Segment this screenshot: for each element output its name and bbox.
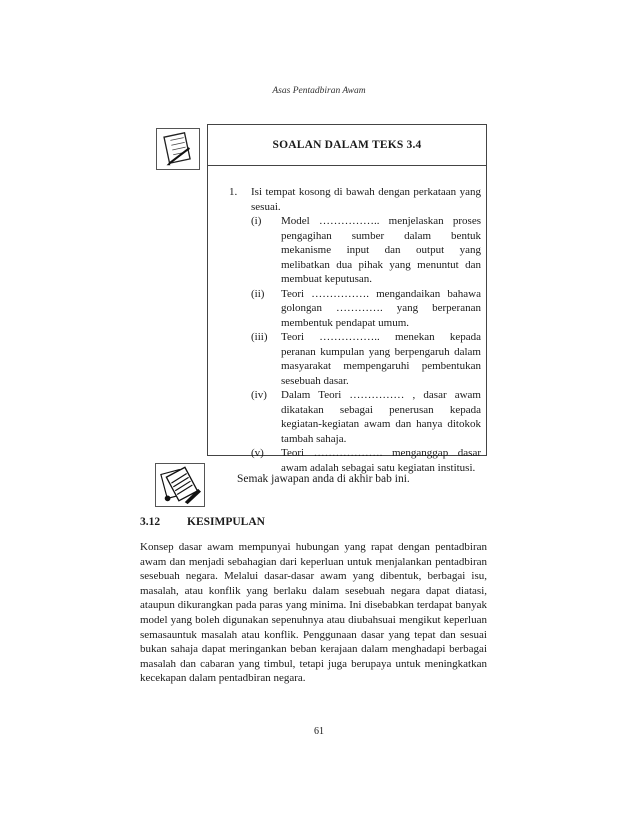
- sub-question-ii: [251, 287, 481, 331]
- notepad-pencil-icon: [156, 128, 200, 170]
- in-text-questions-box: [207, 124, 487, 474]
- running-header: Asas Pentadbiran Awam: [272, 86, 366, 96]
- page-number: 61: [314, 726, 324, 737]
- check-answer-note: Semak jawapan anda di akhir bab ini.: [237, 473, 410, 485]
- question-intro: Isi tempat kosong di bawah dengan perkataan yang sesuai.: [251, 186, 481, 213]
- section-number: 3.12: [140, 516, 161, 528]
- sub-question-text: Teori …………….. menekan kepada peranan kumpulan yang berpengaruh dalam masyarakat mempengaruhi pembentukan sesebuah dasar.: [281, 331, 481, 387]
- sub-question-iv: [251, 388, 481, 446]
- box-title: SOALAN DALAM TEKS 3.4: [208, 125, 486, 166]
- section-title: KESIMPULAN: [187, 516, 265, 528]
- sub-question-i: [251, 214, 481, 287]
- sub-question-iii: [251, 330, 481, 388]
- sub-question-text: Model …………….. menjelaskan proses pengagihan sumber dalam bentuk mekanisme input dan output yang melibatkan dua pihak yang menuntut dan membuat keputusan.: [281, 215, 481, 285]
- sub-question-text: Dalam Teori …………… , dasar awam dikatakan sebagai penerusan kepada kegiatan-kegiatan awam dan hanya ditokok tambah sahaja.: [281, 389, 481, 445]
- sub-question-text: Teori ………………. menganggap dasar awam adalah sebagai satu kegiatan institusi.: [281, 447, 481, 474]
- sub-question-label: (iii): [251, 331, 268, 343]
- question-number: 1.: [229, 186, 238, 198]
- sub-question-text: Teori ……………. mengandaikan bahawa golongan …………. yang berperanan membentuk pendapat umum.: [281, 287, 481, 329]
- conclusion-paragraph: Konsep dasar awam mempunyai hubungan yang rapat dengan pentadbiran awam dan menjadi sebahagian dari keperluan untuk menjalankan pentadbiran sesebuah negara. Melalui dasar-dasar awam yang dibentuk, berbagai isu, masalah, atau konflik yang berlaku dalam sesebuah negara dapat diatasi, ataupun dikurangkan pada paras yang minima. Ini disebabkan terdapat banyak model yang boleh digunakan sepenuhnya atau diubahsuai mengikut keperluan semasauntuk masalah atau konflik. Penggunaan dasar yang tepat dan sesuai bukan sahaja dapat meringankan beban kerajaan dalam menghadapi berbagai masalah dan cabaran yang timbul, tetapi juga berupaya untuk meningkatkan kecekapan dalam pentadbiran negara.: [140, 541, 487, 685]
- sub-question-label: (v): [251, 447, 264, 459]
- sub-question-label: (iv): [251, 389, 267, 401]
- section-heading: [140, 516, 265, 528]
- sub-question-label: (ii): [251, 287, 265, 300]
- sub-question-v: [251, 446, 481, 475]
- answer-sheet-stamp-icon: [155, 463, 205, 507]
- sub-question-label: (i): [251, 215, 262, 227]
